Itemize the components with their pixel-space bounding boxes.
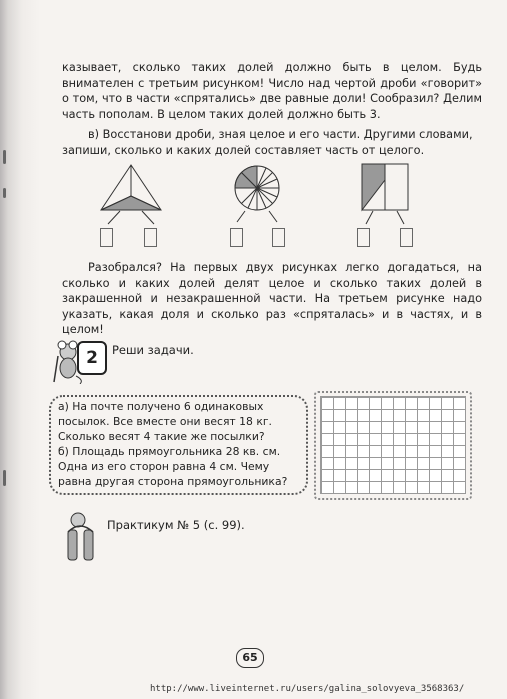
- explanation-paragraph: Разобрался? На первых двух рисунках легко догадаться, на сколько и каких долей делят целое и сколько таких долей в закрашенной и незакрашенной части. На третьем рисунке надо указать, какая доля и сколько раз «спряталась» и в частях, и в целом!: [62, 261, 482, 336]
- intro-paragraph: казывает, сколько таких долей должно быть в целом. Будь внимателен с третьим рисунком! Число над чертой дроби «говорит» о том, что в части «спрятались» две равные доли! Сообразил? Делим часть пополам. В целом таких долей должно быть 3.: [62, 61, 482, 121]
- practicum-reference: Практикум № 5 (с. 99).: [107, 518, 245, 532]
- task-b-text: б) Площадь прямоугольника 28 кв. см. Одна из его сторон равна 4 см. Чему равна другая сторона прямоугольника?: [58, 445, 288, 488]
- page-number: 65: [236, 648, 264, 668]
- task-title: Реши задачи.: [112, 343, 194, 357]
- answer-box[interactable]: [144, 228, 157, 247]
- fraction-figures: [0, 160, 507, 260]
- square-figure: [362, 164, 408, 224]
- answer-box[interactable]: [400, 228, 413, 247]
- answer-box[interactable]: [230, 228, 243, 247]
- squared-writing-grid[interactable]: [320, 396, 466, 494]
- answer-box[interactable]: [272, 228, 285, 247]
- task-number-badge: 2: [77, 341, 107, 375]
- triangle-figure: [101, 165, 161, 224]
- circle-figure: [235, 166, 279, 222]
- task-a-text: а) На почте получено 6 одинаковых посылок. Все вместе они весят 18 кг. Сколько весят 4 такие же посылки?: [58, 400, 272, 443]
- exercise-v-text: в) Восстанови дроби, зная целое и его части. Другими словами, запиши, сколько и каких долей составляет часть от целого.: [62, 128, 473, 157]
- answer-box[interactable]: [100, 228, 113, 247]
- practicum-mascot-icon: [62, 510, 102, 562]
- binding-mark: [3, 470, 6, 486]
- answer-box[interactable]: [357, 228, 370, 247]
- watermark-url: http://www.liveinternet.ru/users/galina_solovyeva_3568363/: [150, 684, 465, 694]
